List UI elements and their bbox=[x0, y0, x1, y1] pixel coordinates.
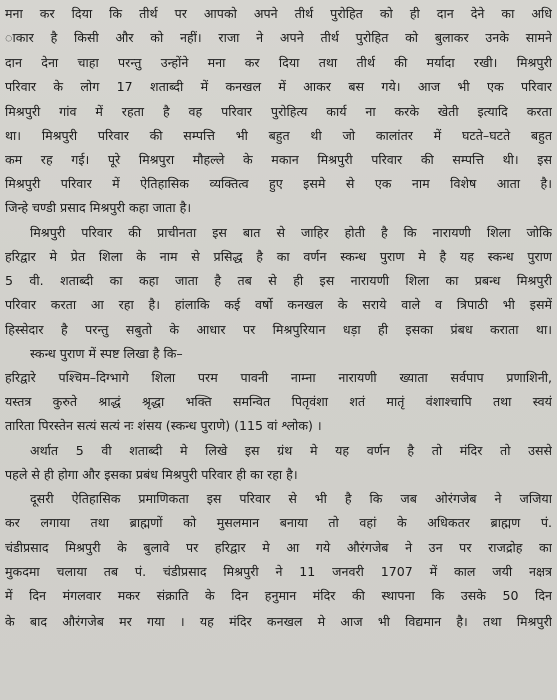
text-line: जिन्हे चण्डी प्रसाद मिश्रपुरी कहा जाता है। bbox=[5, 200, 192, 215]
text-line: दान देना चाहा परन्तु उन्होंने मना कर दिया तथा तीर्थ की मर्यादा रखी। मिश्रपुरी bbox=[5, 55, 552, 70]
text-line: यस्तत्र कुरुते श्राद्धं श्रृद्धा भक्ति समन्वित पितृवंशा शतं मातृं वंशाश्चापि तथा स्वयं bbox=[5, 394, 552, 409]
text-line: हरिद्वार मे प्रेत शिला के नाम से प्रसिद्ध है का वर्णन स्कन्ध पुराण मे है यह स्कन्ध पुराण bbox=[5, 249, 552, 264]
text-line: मना कर दिया कि तीर्थ पर आपको अपने तीर्थ पुरोहित को ही दान देने का अधि bbox=[5, 6, 552, 21]
text-line: था। मिश्रपुरी परिवार की सम्पत्ति भी बहुत थी जो कालांतर में घटते–घटते बहुत bbox=[5, 128, 552, 143]
text-line: हरिद्वारे पश्चिम–दिग्भागे शिला परम पावनी नाम्ना नारायणी ख्याता सर्वपाप प्रणाशिनी, bbox=[5, 370, 552, 385]
text-line: 5 वी. शताब्दी का कहा जाता है तब से ही इस नारायणी शिला का प्रबन्ध मिश्रपुरी bbox=[5, 273, 552, 288]
text-line: चंडीप्रसाद मिश्रपुरी के बुलावे पर हरिद्वार मे आ गये औरंगजेब ने उन पर राजद्रोह का bbox=[5, 540, 552, 555]
text-line: कम रह गई। पूरे मिश्रपुरा मौहल्ले के मकान मिश्रपुरी परिवार की सम्पत्ति थी। इस bbox=[5, 152, 552, 167]
text-line: मिश्रपुरी परिवार में ऐतिहासिक व्यक्तित्व हुए इसमे से एक नाम विशेष आता है। bbox=[5, 176, 552, 191]
text-line: में दिन मंगलवार मकर संक्राति के दिन हनुमान मंदिर की स्थापना कि उसके 50 दिन bbox=[5, 588, 552, 603]
text-line: परिवार के लोग 17 शताब्दी में कनखल में आकर बस गये। आज भी एक परिवार bbox=[5, 79, 552, 94]
text-line: कर लगाया तथा ब्राह्मणों को मुसलमान बनाया तो वहां के अधिकतर ब्राह्मण पं. bbox=[5, 515, 552, 530]
text-line: तारिता पिरस्तेन सत्यं सत्यं नः शंसय (स्कन्ध पुराणे) (115 वां श्लोक) । bbox=[5, 418, 322, 433]
text-line: अर्थात 5 वी शताब्दी मे लिखे इस ग्रंथ मे यह वर्णन है तो मंदिर तो उससे bbox=[30, 443, 552, 458]
text-line: मुकदमा चलाया तब पं. चंडीप्रसाद मिश्रपुरी ने 11 जनवरी 1707 में काल जयी नक्षत्र bbox=[5, 564, 552, 579]
text-line: मिश्रपुरी गांव में रहता है वह परिवार पुरोहित्य कार्य ना करके खेती इत्यादि करता bbox=[5, 104, 552, 119]
text-line: हिस्सेदार है परन्तु सबुतो के आधार पर मिश्रपुरियान धड़ा ही इसका प्रंबध कराता था। bbox=[5, 322, 552, 337]
text-line: परिवार करता आ रहा है। हांलाकि कई वर्षो कनखल के सराये वाले व त्रिपाठी भी इसमें bbox=[5, 297, 552, 312]
text-line: ाकार है किसी और को नहीं। राजा ने अपने तीर्थ पुरोहित को बुलाकर उनके सामने bbox=[5, 30, 552, 45]
text-line: के बाद औरंगजेब मर गया । यह मंदिर कनखल मे आज भी विद्यमान है। तथा मिश्रपुरी bbox=[5, 614, 552, 629]
text-line: मिश्रपुरी परिवार की प्राचीनता इस बात से जाहिर होती है कि नारायणी शिला जोकि bbox=[30, 225, 552, 240]
text-line: पहले से ही होगा और इसका प्रबंध मिश्रपुरी परिवार ही का रहा है। bbox=[5, 467, 298, 482]
text-line: दूसरी ऐतिहासिक प्रमाणिकता इस परिवार से भी है कि जब ओरंगजेब ने जजिया bbox=[30, 491, 552, 506]
text-line: स्कन्ध पुराण में स्पष्ट लिखा है कि– bbox=[30, 346, 183, 361]
